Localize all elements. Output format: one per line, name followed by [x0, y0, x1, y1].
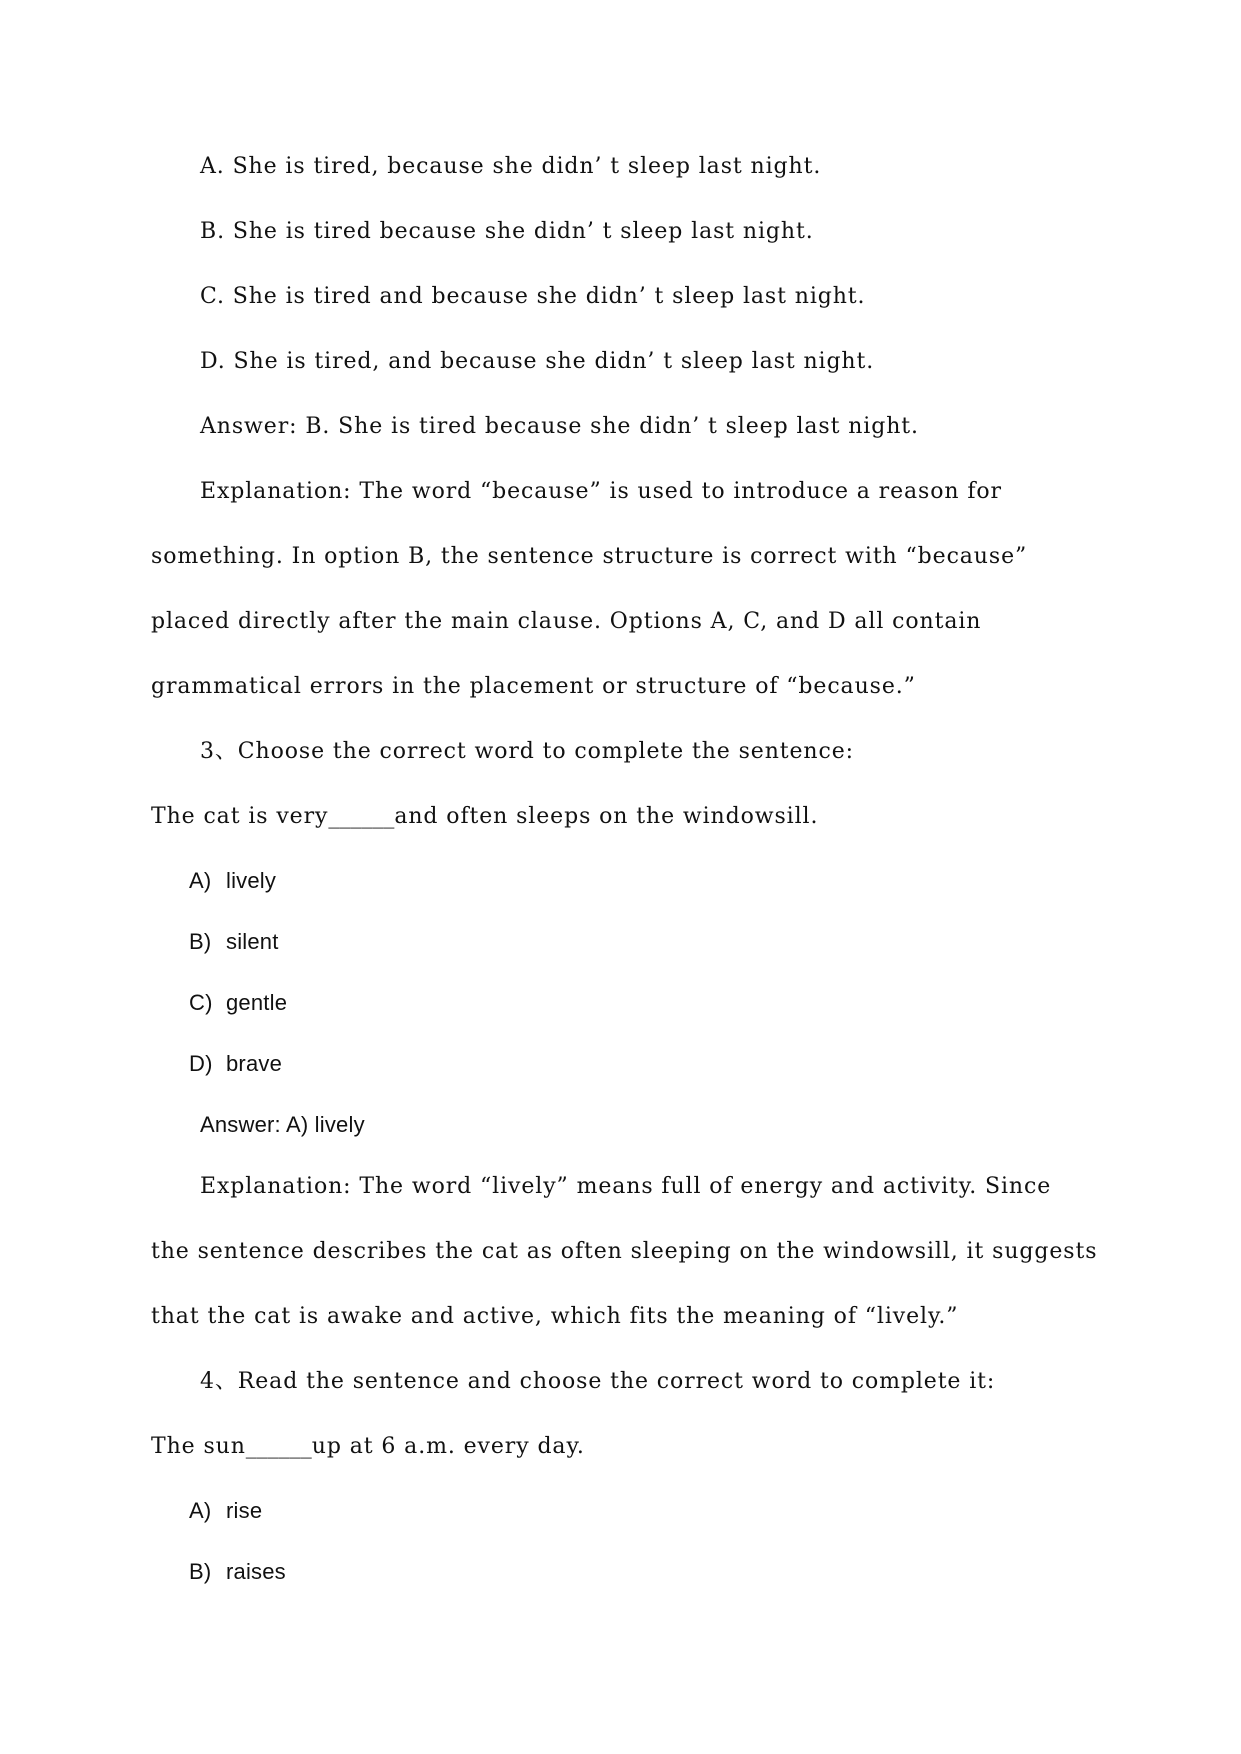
q4-sentence-before: The sun: [151, 1434, 246, 1459]
q4-prompt: 4、Read the sentence and choose the correct word to complete it:: [200, 1369, 996, 1394]
q3-option-a-text: lively: [226, 868, 277, 893]
q4-option-b-letter: B): [189, 1559, 212, 1584]
q4-option-a-letter: A): [189, 1498, 212, 1523]
q3-sentence-before: The cat is very: [151, 804, 329, 829]
q3-option-a-letter: A): [189, 868, 212, 893]
q2-option-a: A. She is tired, because she didn’ t sleep last night.: [200, 154, 822, 179]
q4-blank: ______: [245, 1434, 312, 1459]
q3-sentence: [151, 803, 818, 831]
q3-option-d-letter: D): [189, 1051, 213, 1076]
q4-option-b: [189, 1558, 286, 1586]
q2-option-c: C. She is tired and because she didn’ t sleep last night.: [200, 284, 866, 309]
q2-explanation-line-3: placed directly after the main clause. Options A, C, and D all contain: [151, 609, 982, 634]
q2-option-b: B. She is tired because she didn’ t sleep last night.: [200, 219, 814, 244]
q4-option-b-text: raises: [226, 1559, 286, 1584]
q4-option-a-text: rise: [226, 1498, 263, 1523]
q3-prompt: 3、Choose the correct word to complete the sentence:: [200, 739, 854, 764]
q3-option-a: [189, 867, 276, 895]
q3-answer: Answer: A) lively: [200, 1112, 365, 1137]
q3-option-d-text: brave: [226, 1051, 283, 1076]
q2-explanation-line-4: grammatical errors in the placement or structure of “because.”: [151, 674, 916, 699]
q4-sentence: [151, 1433, 585, 1461]
q3-option-d: [189, 1050, 282, 1078]
q2-explanation-line-2: something. In option B, the sentence structure is correct with “because”: [151, 544, 1028, 569]
q2-explanation-line-1: Explanation: The word “because” is used to introduce a reason for: [200, 479, 1002, 504]
q3-sentence-after: and often sleeps on the windowsill.: [394, 804, 819, 829]
q2-option-d: D. She is tired, and because she didn’ t sleep last night.: [200, 349, 875, 374]
q3-blank: ______: [328, 804, 395, 829]
q3-explanation-line-1: Explanation: The word “lively” means full of energy and activity. Since: [200, 1174, 1052, 1199]
q4-sentence-after: up at 6 a.m. every day.: [311, 1434, 585, 1459]
q3-option-c-letter: C): [189, 990, 213, 1015]
q3-explanation-line-2: the sentence describes the cat as often sleeping on the windowsill, it suggests: [151, 1239, 1098, 1264]
q3-option-b: [189, 928, 279, 956]
q3-explanation-line-3: that the cat is awake and active, which fits the meaning of “lively.”: [151, 1304, 959, 1329]
q2-answer: Answer: B. She is tired because she didn’ t sleep last night.: [200, 414, 919, 439]
q3-option-b-text: silent: [226, 929, 279, 954]
q3-option-c: [189, 989, 287, 1017]
q3-option-b-letter: B): [189, 929, 212, 954]
q4-option-a: [189, 1497, 262, 1525]
q3-option-c-text: gentle: [226, 990, 288, 1015]
